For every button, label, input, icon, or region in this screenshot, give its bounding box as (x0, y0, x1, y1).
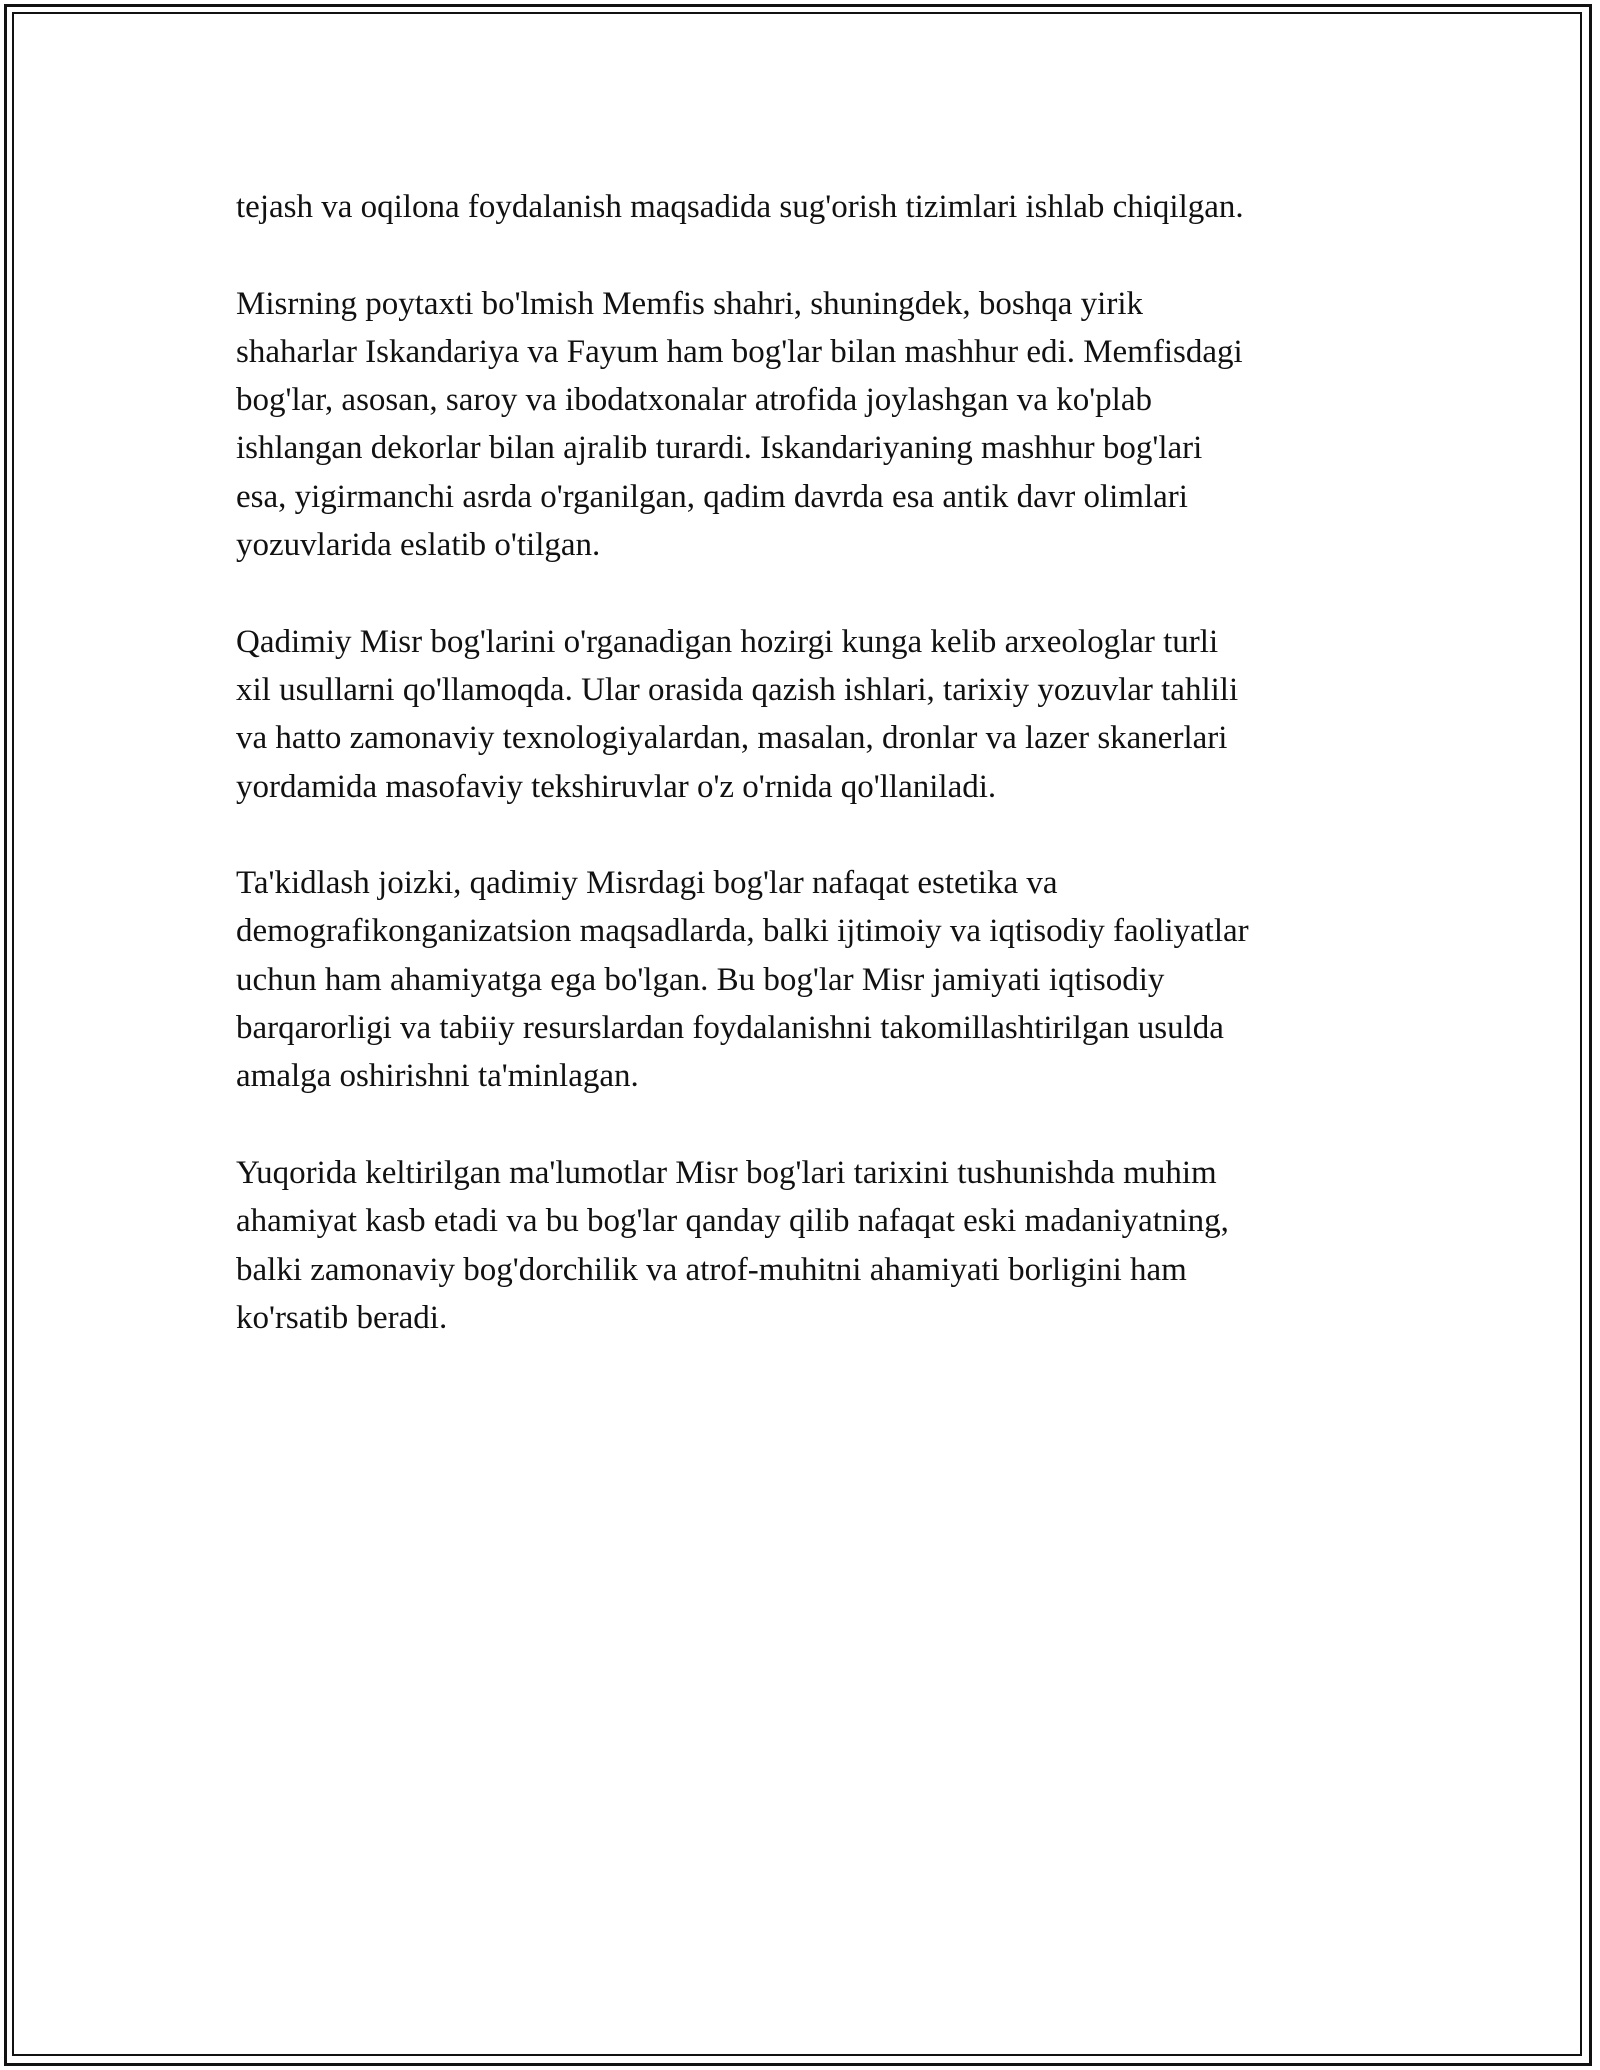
text-line: amalga oshirishni ta'minlagan. (236, 1058, 639, 1095)
text-line: Yuqorida keltirilgan ma'lumotlar Misr bog'lari tarixini tushunishda muhim (236, 1154, 1217, 1191)
text-line: ishlangan dekorlar bilan ajralib turardi. Iskandariyaning mashhur bog'lari (236, 430, 1203, 467)
document-body (236, 183, 1366, 1390)
text-line: ko'rsatib beradi. (236, 1299, 448, 1336)
text-line: Misrning poytaxti bo'lmish Memfis shahri, shuningdek, boshqa yirik (236, 285, 1143, 322)
text-line: balki zamonaviy bog'dorchilik va atrof-muhitni ahamiyati borligini ham (236, 1251, 1187, 1288)
paragraph-3 (236, 618, 1366, 811)
text-line: esa, yigirmanchi asrda o'rganilgan, qadim davrda esa antik davr olimlari (236, 478, 1188, 515)
text-line: yordamida masofaviy tekshiruvlar o'z o'rnida qo'llaniladi. (236, 768, 997, 805)
paragraph-1 (236, 183, 1366, 231)
text-line: tejash va oqilona foydalanish maqsadida sug'orish tizimlari ishlab chiqilgan. (236, 189, 1244, 225)
text-line: va hatto zamonaviy texnologiyalardan, masalan, dronlar va lazer skanerlari (236, 720, 1228, 757)
text-line: uchun ham ahamiyatga ega bo'lgan. Bu bog'lar Misr jamiyati iqtisodiy (236, 961, 1165, 998)
text-line: demografikonganizatsion maqsadlarda, balki ijtimoiy va iqtisodiy faoliyatlar (236, 913, 1249, 950)
paragraph-5 (236, 1149, 1366, 1342)
paragraph-2 (236, 280, 1366, 570)
text-line: yozuvlarida eslatib o'tilgan. (236, 527, 601, 564)
text-line: bog'lar, asosan, saroy va ibodatxonalar atrofida joylashgan va ko'plab (236, 382, 1152, 419)
text-line: xil usullarni qo'llamoqda. Ular orasida qazish ishlari, tarixiy yozuvlar tahlili (236, 671, 1239, 708)
text-line: Qadimiy Misr bog'larini o'rganadigan hozirgi kunga kelib arxeologlar turli (236, 623, 1219, 660)
text-line: shaharlar Iskandariya va Fayum ham bog'lar bilan mashhur edi. Memfisdagi (236, 333, 1243, 370)
paragraph-4 (236, 859, 1366, 1100)
text-line: Ta'kidlash joizki, qadimiy Misrdagi bog'lar nafaqat estetika va (236, 865, 1058, 902)
text-line: ahamiyat kasb etadi va bu bog'lar qanday qilib nafaqat eski madaniyatning, (236, 1203, 1229, 1240)
text-line: barqarorligi va tabiiy resurslardan foydalanishni takomillashtirilgan usulda (236, 1010, 1224, 1047)
